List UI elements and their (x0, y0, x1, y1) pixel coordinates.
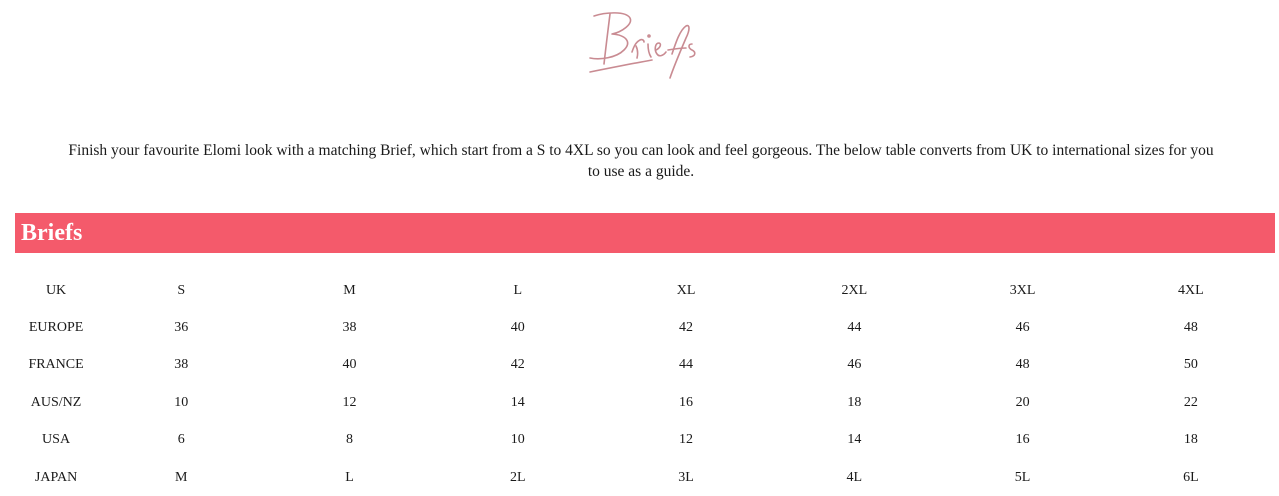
table-cell: 8 (346, 432, 354, 448)
table-cell: 16 (1015, 432, 1030, 448)
table-cell: 48 (1015, 357, 1030, 373)
table-cell: 40 (342, 357, 357, 373)
table-cell: 42 (679, 320, 694, 336)
table-row (15, 272, 1275, 309)
table-cell: 14 (847, 432, 862, 448)
table-cell: 50 (1183, 357, 1198, 373)
table-cell: 4L (846, 469, 863, 485)
table-cell: 42 (510, 357, 525, 373)
table-row (15, 347, 1275, 384)
intro-paragraph (10, 140, 1272, 182)
table-cell: 2XL (841, 282, 868, 298)
table-cell: 12 (342, 394, 357, 410)
briefs-script-logo (560, 2, 720, 82)
table-row (15, 459, 1275, 496)
table-cell: 48 (1183, 320, 1198, 336)
table-cell: 44 (847, 320, 862, 336)
table-cell: 38 (342, 320, 357, 336)
table-cell: L (345, 469, 354, 485)
table-cell: M (343, 282, 356, 298)
table-cell: 6L (1183, 469, 1199, 485)
table-cell: 22 (1183, 394, 1198, 410)
table-cell: 14 (510, 394, 525, 410)
table-cell: 6 (177, 432, 185, 448)
table-cell: 10 (174, 394, 189, 410)
table-cell: L (513, 282, 523, 298)
section-header-band (15, 213, 1275, 253)
section-title: Briefs (21, 220, 83, 246)
table-cell: 36 (174, 320, 189, 336)
table-cell: 44 (679, 357, 694, 373)
table-cell: 4XL (1178, 282, 1204, 298)
intro-line-2: to use as a guide. (587, 163, 695, 180)
row-label: UK (45, 282, 67, 298)
table-cell: 40 (510, 320, 525, 336)
table-cell: 38 (174, 357, 189, 373)
table-cell: 12 (679, 432, 694, 448)
table-cell: 20 (1015, 394, 1030, 410)
size-conversion-table (15, 272, 1275, 496)
row-label: AUS/NZ (30, 394, 82, 410)
table-cell: 5L (1014, 469, 1031, 485)
table-row (15, 309, 1275, 346)
briefs-script-logo-image (560, 2, 720, 82)
intro-line-1: Finish your favourite Elomi look with a matching Brief, which start from a S to 4XL so you can look and feel gorgeous. The below table converts from UK to international sizes for you (68, 142, 1214, 159)
row-label: FRANCE (28, 357, 84, 373)
table-cell: 16 (679, 394, 694, 410)
table-cell: 46 (847, 357, 862, 373)
table-cell: 3L (678, 469, 694, 485)
table-cell: 18 (847, 394, 862, 410)
table-cell: 2L (510, 469, 526, 485)
table-row (15, 422, 1275, 459)
table-row (15, 384, 1275, 421)
row-label: EUROPE (28, 320, 84, 336)
row-label: JAPAN (34, 469, 78, 485)
table-cell: M (175, 469, 188, 485)
table-cell: 3XL (1009, 282, 1036, 298)
row-label: USA (42, 432, 71, 448)
table-cell: XL (676, 282, 696, 298)
table-cell: 46 (1015, 320, 1030, 336)
table-cell: 18 (1183, 432, 1198, 448)
table-cell: S (177, 282, 186, 298)
table-cell: 10 (510, 432, 525, 448)
